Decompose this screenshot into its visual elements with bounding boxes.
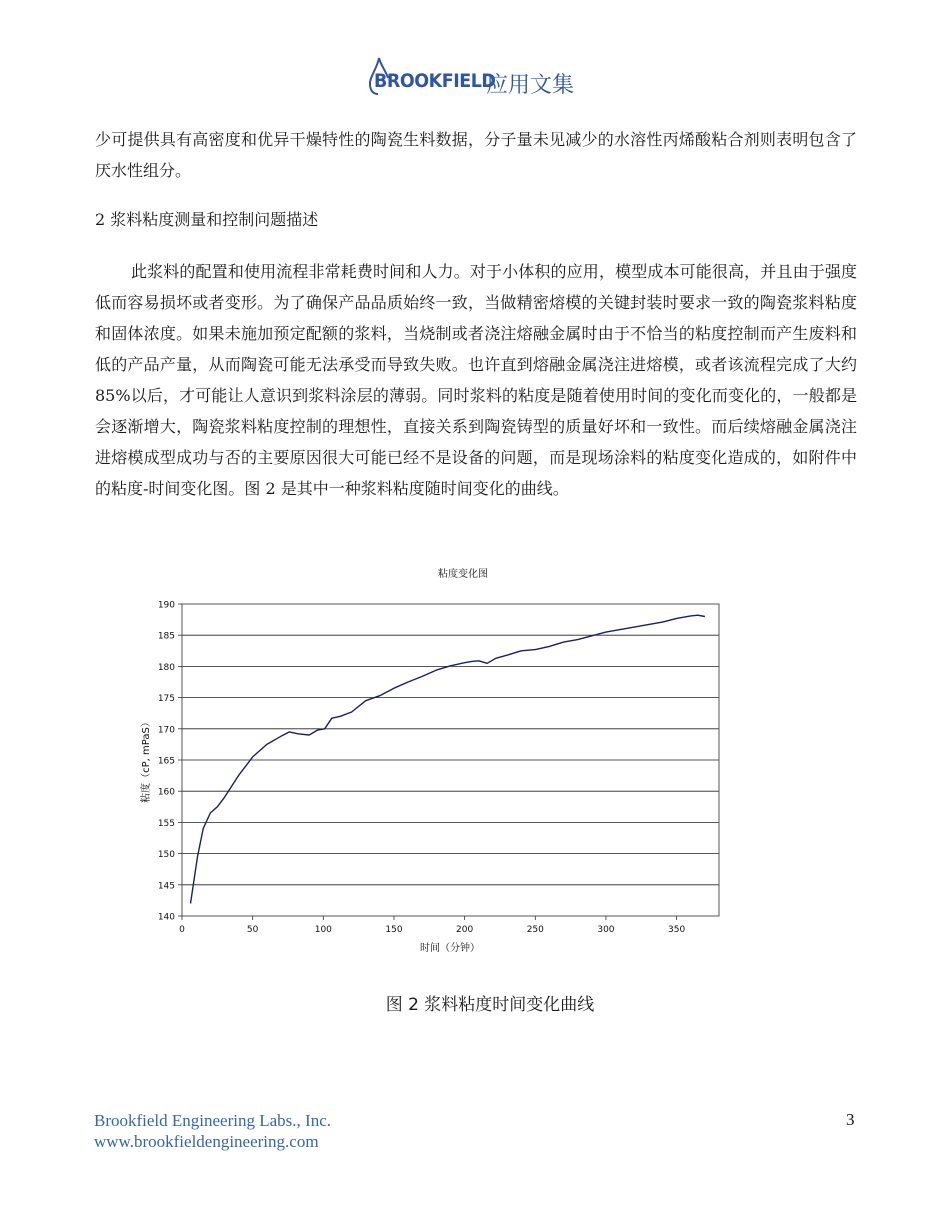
footer-company-name: Brookfield Engineering Labs., Inc. <box>94 1111 331 1130</box>
y-tick-label: 155 <box>157 818 175 829</box>
viscosity-line-chart <box>130 560 740 960</box>
x-tick-label: 100 <box>314 925 332 935</box>
footer-website-link[interactable]: www.brookfieldengineering.com <box>94 1132 319 1151</box>
footer-company-block <box>94 1110 331 1152</box>
figure-caption: 图 2 浆料粘度时间变化曲线 <box>385 995 595 1015</box>
x-tick-label: 250 <box>526 925 544 935</box>
x-tick-label: 50 <box>246 925 259 935</box>
header-title: 应用文集 <box>486 73 575 98</box>
brand-logo-text: BROOKFIELD <box>374 70 496 92</box>
page-number: 3 <box>846 1110 855 1129</box>
page-header <box>0 52 950 102</box>
x-tick-label: 300 <box>597 925 615 935</box>
y-tick-label: 150 <box>157 850 175 861</box>
y-tick-label: 140 <box>157 912 175 923</box>
y-tick-label: 190 <box>157 600 175 611</box>
y-tick-label: 165 <box>157 756 175 767</box>
paragraph-intro: 少可提供具有高密度和优异干燥特性的陶瓷生料数据，分子量未见减少的水溶性丙烯酸粘合剂则表明包含了厌水性组分。 <box>95 130 857 180</box>
section-heading: 2 浆料粘度测量和控制问题描述 <box>95 210 319 229</box>
y-tick-label: 145 <box>157 881 175 892</box>
y-tick-label: 170 <box>157 725 175 736</box>
y-tick-label: 185 <box>157 631 175 642</box>
x-tick-label: 0 <box>179 925 185 935</box>
viscosity-series-line <box>191 615 705 903</box>
paragraph-description: 此浆料的配置和使用流程非常耗费时间和人力。对于小体积的应用，模型成本可能很高，并且由于强度低而容易损坏或者变形。为了确保产品品质始终一致，当做精密熔模的关键封装时要求一致的陶瓷浆料粘度和固体浓度。如果未施加预定配额的浆料，当烧制或者浇注熔融金属时由于不恰当的粘度控制而产生废料和低的产品产量，从而陶瓷可能无法承受而导致失败。也许直到熔融金属浇注进熔模，或者该流程完成了大约 85%以后，才可能让人意识到浆料涂层的薄弱。同时浆料的粘度是随着使用时间的变化而变化的，一般都是会逐渐增大，陶瓷浆料粘度控制的理想性，直接关系到陶瓷铸型的质量好坏和一致性。而后续熔融金属浇注进熔模成型成功与否的主要原因很大可能已经不是设备的问题，而是现场涂料的粘度变化造成的，如附件中的粘度-时间变化图。图 2 是其中一种浆料粘度随时间变化的曲线。 <box>95 262 857 498</box>
y-tick-label: 175 <box>157 694 175 705</box>
x-tick-label: 350 <box>668 925 686 935</box>
x-axis-label: 时间（分钟） <box>420 943 480 954</box>
chart-title: 粘度变化图 <box>438 569 488 580</box>
y-tick-label: 180 <box>157 662 175 673</box>
y-tick-label: 160 <box>157 787 175 798</box>
y-axis-label: 粘度（cP, mPaS） <box>141 717 152 803</box>
x-tick-label: 150 <box>385 925 403 935</box>
x-tick-label: 200 <box>456 925 474 935</box>
